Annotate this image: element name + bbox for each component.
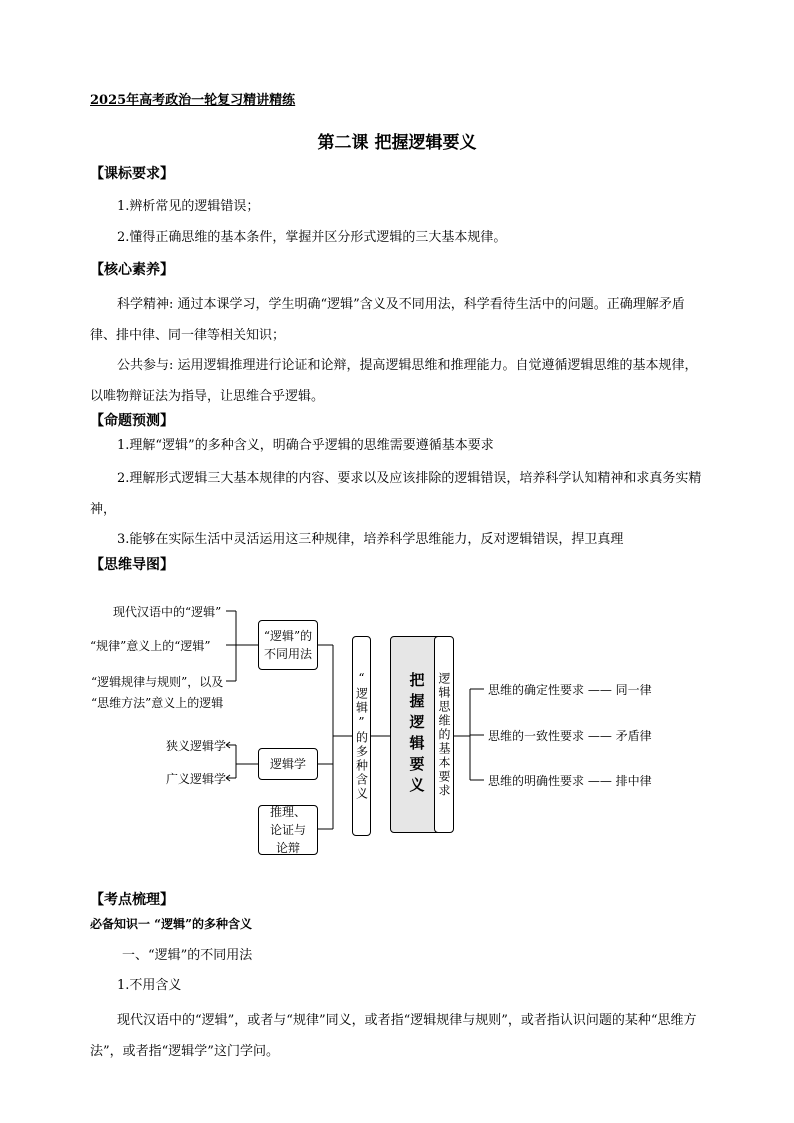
mindmap-node-logic-science-label: 逻辑学 [269, 757, 306, 771]
mindmap-node-basic-requirements-label: 逻辑思维的基本要求 [437, 671, 451, 798]
section-siwei: 【思维导图】 [90, 557, 174, 573]
knowledge-sub1: 一、“逻辑”的不同用法 [122, 948, 253, 963]
mingti-item-1: 1.理解“逻辑”的多种含义，明确合乎逻辑的思维需要遵循基本要求 [117, 438, 494, 453]
page-title: 第二课 把握逻辑要义 [317, 133, 477, 153]
mindmap-label-method: “思维方法”意义上的逻辑 [91, 696, 224, 710]
mingti-item-3: 3.能够在实际生活中灵活运用这三种规律，培养科学思维能力，反对逻辑错误，捍卫真理 [117, 532, 624, 547]
mindmap-node-reasoning [258, 805, 318, 855]
mindmap-label-rules: “逻辑规律与规则”，以及 [91, 675, 224, 689]
mingti-item-2: 2.理解形式逻辑三大基本规律的内容、要求以及应该排除的逻辑错误，培养科学认知精神和求真务实精神， [90, 471, 702, 517]
mindmap-node-center-label: 把握逻辑要义 [407, 671, 426, 798]
mindmap-label-contradiction: 思维的一致性要求 —— 矛盾律 [488, 729, 652, 743]
mindmap-node-multiple-meanings [352, 636, 371, 836]
document-header: 2025年高考政治一轮复习精讲精练 [90, 93, 296, 108]
section-hexin: 【核心素养】 [90, 262, 174, 278]
mindmap-node-multiple-meanings-label: “逻辑”的多种含义 [354, 671, 369, 801]
mindmap-label-modern-chinese: 现代汉语中的“逻辑” [113, 605, 222, 619]
mindmap-node-logic-science [258, 748, 318, 780]
knowledge-heading: 必备知识一 “逻辑”的多种含义 [90, 917, 252, 931]
mindmap-label-identity: 思维的确定性要求 —— 同一律 [488, 683, 652, 697]
mindmap-node-reasoning-label: 推理、论证与论辩 [269, 805, 306, 855]
kebiao-item-2: 2.懂得正确思维的基本条件，掌握并区分形式逻辑的三大基本规律。 [117, 230, 507, 245]
mindmap-node-usages-label: “逻辑”的不同用法 [263, 629, 313, 661]
hexin-item-2: 公共参与: 运用逻辑推理进行论证和论辩，提高逻辑思维和推理能力。自觉遵循逻辑思维的基本规律，以唯物辩证法为指导，让思维合乎逻辑。 [90, 358, 698, 404]
kebiao-item-1: 1.辨析常见的逻辑错误； [117, 199, 260, 214]
section-kaodian: 【考点梳理】 [90, 892, 174, 908]
mindmap-label-law-sense: “规律”意义上的“逻辑” [90, 639, 211, 653]
mindmap-node-basic-requirements [434, 636, 454, 833]
mindmap-label-broad-logic: 广义逻辑学 [166, 772, 227, 786]
mindmap-label-excluded-middle: 思维的明确性要求 —— 排中律 [488, 774, 652, 788]
knowledge-sub2: 1.不用含义 [117, 978, 182, 993]
hexin-item-1: 科学精神: 通过本课学习，学生明确“逻辑”含义及不同用法，科学看待生活中的问题。正确理解矛盾律、排中律、同一律等相关知识； [90, 297, 685, 343]
section-mingti: 【命题预测】 [90, 413, 174, 429]
mindmap-node-usages [258, 620, 318, 670]
knowledge-paragraph: 现代汉语中的“逻辑”，或者与“规律”同义，或者指“逻辑规律与规则”，或者指认识问题的某种“思维方法”，或者指“逻辑学”这门学问。 [90, 1013, 697, 1059]
section-kebiao: 【课标要求】 [90, 166, 174, 182]
mindmap-label-narrow-logic: 狭义逻辑学 [166, 739, 227, 753]
